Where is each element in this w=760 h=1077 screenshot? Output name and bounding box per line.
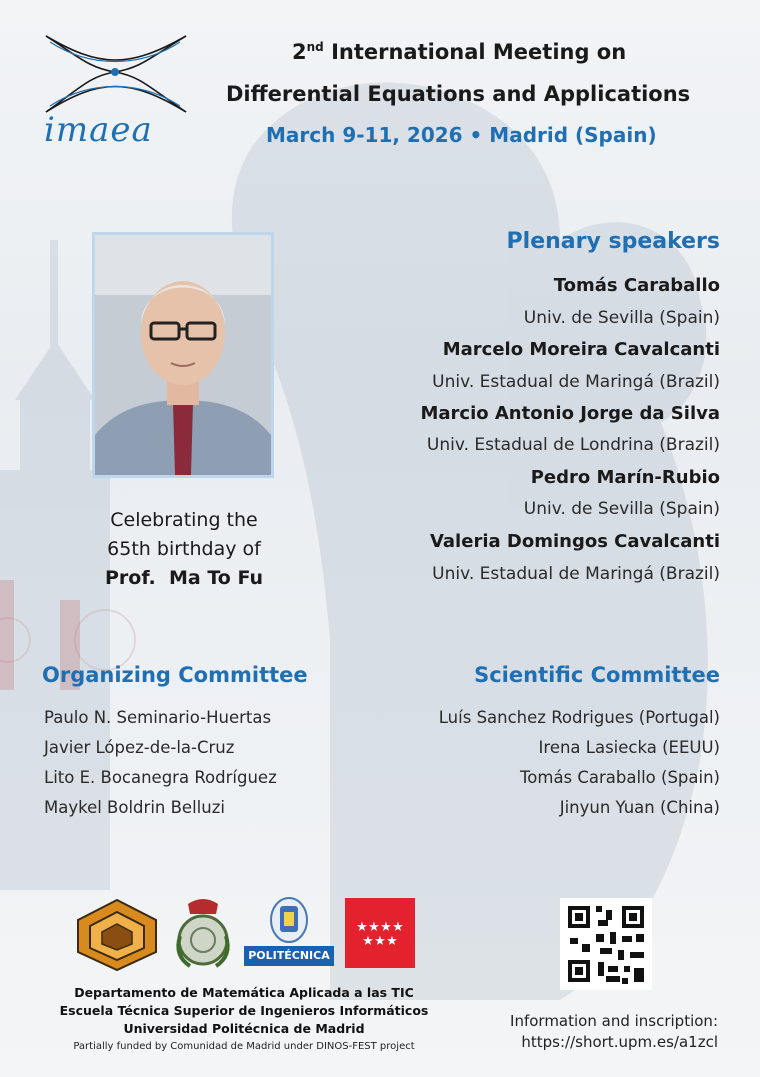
portrait-illustration — [95, 235, 271, 475]
dept-line1: Departamento de Matemática Aplicada a las TIC — [74, 985, 414, 1000]
politecnica-logo — [244, 896, 334, 968]
speaker-affiliation: Univ. de Sevilla (Spain) — [523, 499, 720, 519]
comunidad-madrid-flag — [345, 898, 415, 968]
tribute-line1: Celebrating the — [110, 509, 258, 531]
meeting-title-line2: Differential Equations and Applications — [226, 82, 691, 106]
svg-text:★: ★ — [392, 920, 404, 935]
registration-qr-code[interactable] — [560, 898, 652, 990]
seven-stars-icon — [345, 898, 415, 968]
scientific-member: Tomás Caraballo (Spain) — [520, 768, 720, 787]
scientific-member: Jinyun Yuan (China) — [559, 798, 720, 817]
registration-link[interactable]: https://short.upm.es/a1zcl — [521, 1033, 718, 1051]
logo-wordmark: imaea — [44, 110, 153, 150]
qr-code-icon — [560, 898, 652, 990]
title-ordinal-number: 2 — [292, 40, 307, 64]
title-line1-rest: International Meeting on — [323, 40, 627, 64]
scientific-member: Luís Sanchez Rodrigues (Portugal) — [438, 708, 720, 727]
tribute-line2: 65th birthday of — [107, 538, 261, 560]
organizing-member: Paulo N. Seminario-Huertas — [44, 708, 272, 727]
speaker-affiliation: Univ. de Sevilla (Spain) — [523, 308, 720, 328]
upm-crest-icon — [244, 896, 334, 946]
dept-line3: Universidad Politécnica de Madrid — [123, 1021, 365, 1036]
tribute-block — [76, 506, 292, 593]
school-crest — [170, 896, 236, 970]
funding-note: Partially funded by Comunidad de Madrid under DINOS-FEST project — [73, 1041, 415, 1052]
organizing-member: Javier López-de-la-Cruz — [44, 738, 235, 757]
speaker-name: Marcelo Moreira Cavalcanti — [442, 339, 720, 360]
organizing-heading: Organizing Committee — [42, 663, 308, 687]
svg-text:★: ★ — [362, 934, 374, 949]
title-ordinal-suffix: nd — [306, 40, 324, 54]
politecnica-label: POLITÉCNICA — [244, 946, 334, 966]
svg-text:★: ★ — [386, 934, 398, 949]
speaker-name: Valeria Domingos Cavalcanti — [429, 531, 720, 552]
department-logo — [76, 898, 158, 972]
plenary-heading: Plenary speakers — [506, 229, 720, 254]
svg-text:★: ★ — [356, 920, 368, 935]
svg-text:★: ★ — [380, 920, 392, 935]
honoree-photo — [92, 232, 274, 478]
meeting-title-line1 — [292, 40, 626, 64]
speaker-affiliation: Univ. Estadual de Maringá (Brazil) — [432, 372, 720, 392]
organizing-member: Maykel Boldrin Belluzi — [44, 798, 225, 817]
svg-text:★: ★ — [374, 934, 386, 949]
info-label: Information and inscription: — [510, 1012, 718, 1030]
scientific-heading: Scientific Committee — [474, 663, 720, 687]
tribute-honoree: Prof. Ma To Fu — [104, 567, 264, 589]
organizing-member: Lito E. Bocanegra Rodríguez — [44, 768, 277, 787]
speaker-name: Tomás Caraballo — [553, 275, 720, 296]
dept-line2: Escuela Técnica Superior de Ingenieros Informáticos — [59, 1003, 429, 1018]
speaker-affiliation: Univ. Estadual de Maringá (Brazil) — [432, 564, 720, 584]
svg-text:★: ★ — [368, 920, 380, 935]
speaker-name: Marcio Antonio Jorge da Silva — [420, 403, 720, 424]
speaker-affiliation: Univ. Estadual de Londrina (Brazil) — [426, 435, 720, 455]
dates-location: March 9-11, 2026 • Madrid (Spain) — [266, 123, 657, 147]
scientific-member: Irena Lasiecka (EEUU) — [538, 738, 720, 757]
speaker-name: Pedro Marín-Rubio — [530, 467, 720, 488]
